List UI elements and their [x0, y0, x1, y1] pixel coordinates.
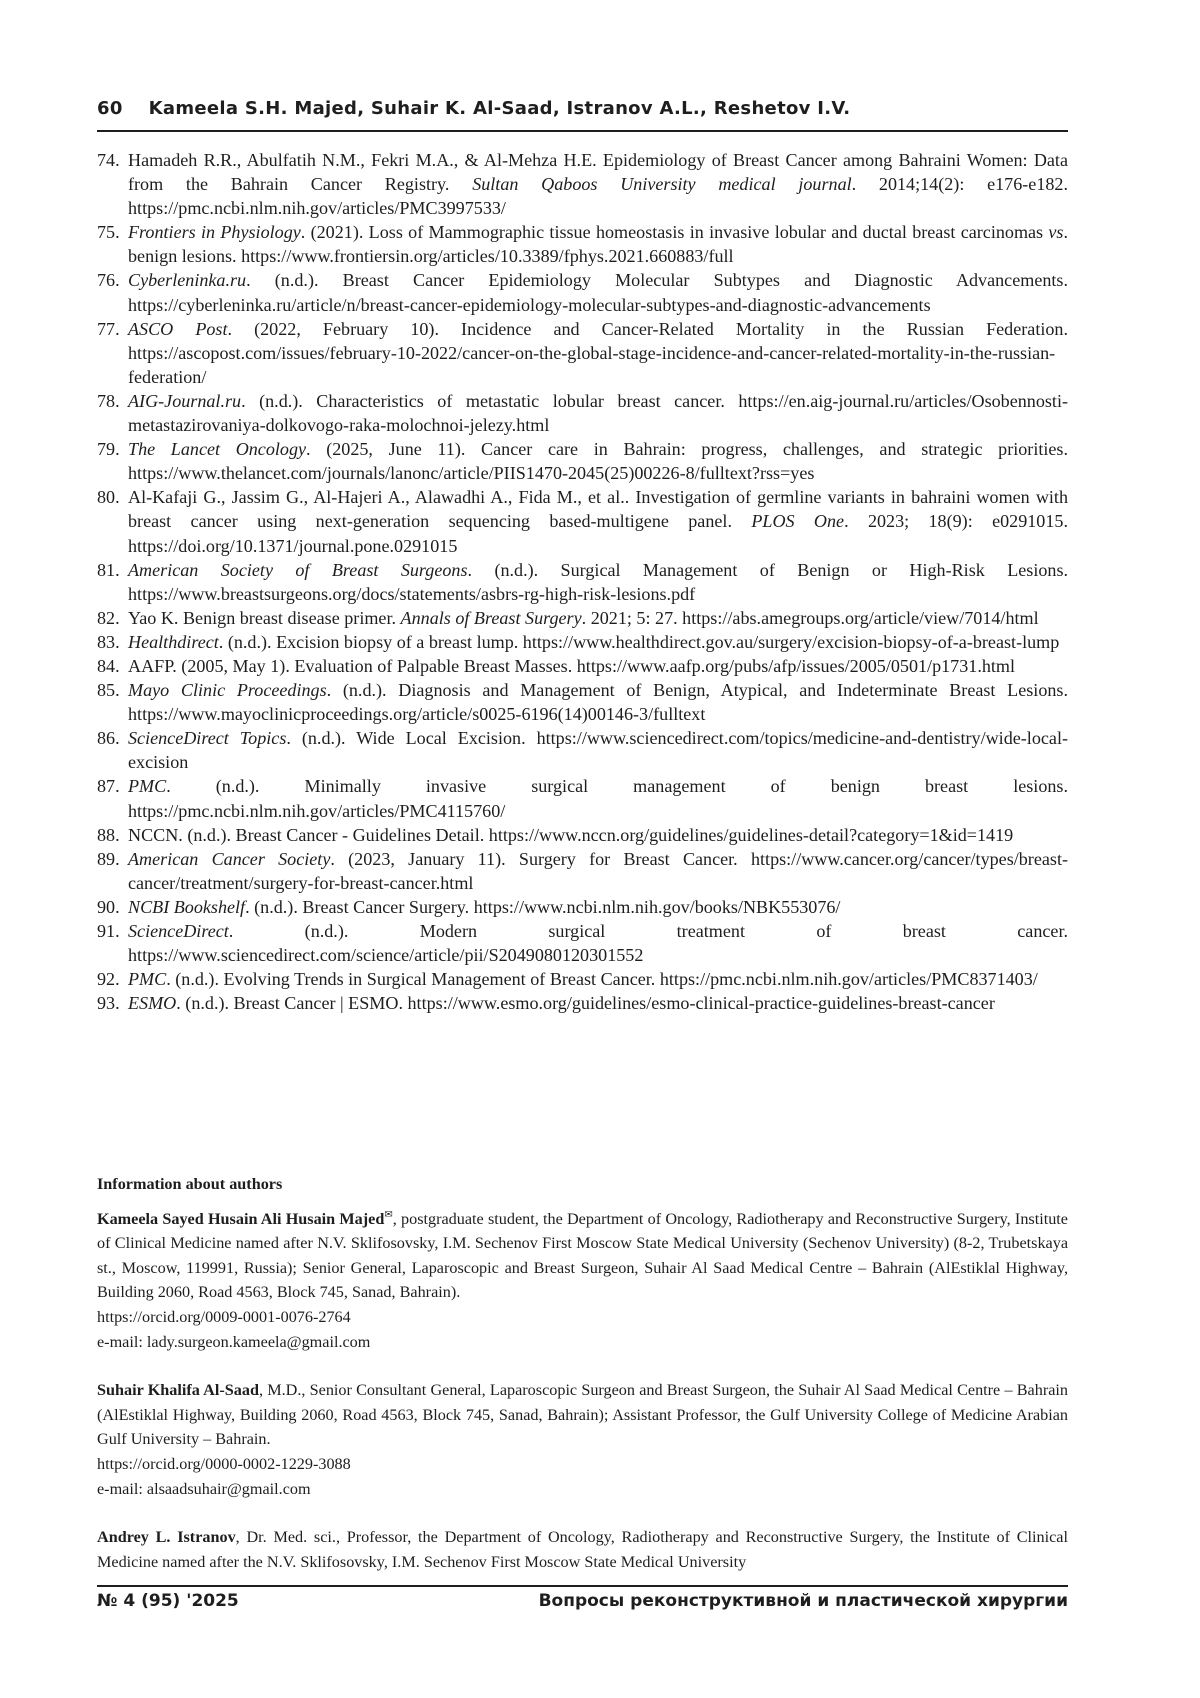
reference-item [97, 726, 1068, 774]
author-name: Suhair Khalifa Al-Saad [97, 1381, 259, 1400]
reference-number: 89. [97, 848, 120, 869]
reference-item [97, 895, 1068, 919]
reference-number: 90. [97, 896, 120, 917]
reference-text: PMC. (n.d.). Evolving Trends in Surgical Management of Breast Cancer. https://pmc.ncbi.nlm.nih.gov/articles/PMC8371403/ [128, 969, 1038, 990]
reference-text: AAFP. (2005, May 1). Evaluation of Palpable Breast Masses. https://www.aafp.org/pubs/afp/issues/2005/0501/p1731.html [128, 655, 1016, 676]
reference-item [97, 606, 1068, 630]
reference-number: 92. [97, 969, 120, 990]
author-description: , Dr. Med. sci., Professor, the Department of Oncology, Radiotherapy and Reconstructive Surgery, the Institute of Clinical Medicine named after the N.V. Sklifosovsky, I.M. Sechenov First Moscow State Medical University [97, 1528, 1068, 1571]
reference-item [97, 654, 1068, 678]
reference-text: ESMO. (n.d.). Breast Cancer | ESMO. https://www.esmo.org/guidelines/esmo-clinical-practice-guidelines-breast-cancer [128, 993, 995, 1014]
reference-text: NCCN. (n.d.). Breast Cancer - Guidelines Detail. https://www.nccn.org/guidelines/guidelines-detail?category=1&id=1419 [128, 824, 1014, 845]
reference-number: 76. [97, 270, 120, 291]
reference-number: 81. [97, 559, 120, 580]
reference-text: ScienceDirect. (n.d.). Modern surgical treatment of breast cancer. https://www.sciencedirect.com/science/article/pii/S2049080120301552 [128, 921, 1068, 966]
author-entry [97, 1207, 1068, 1355]
reference-number: 86. [97, 728, 120, 749]
reference-item [97, 485, 1068, 557]
reference-number: 83. [97, 631, 120, 652]
author-orcid: https://orcid.org/0009-0001-0076-2764 [97, 1307, 351, 1326]
reference-item [97, 919, 1068, 967]
author-entry [97, 1378, 1068, 1501]
page-footer [97, 1585, 1068, 1611]
reference-item [97, 558, 1068, 606]
reference-item [97, 148, 1068, 220]
reference-text: PMC. (n.d.). Minimally invasive surgical management of benign breast lesions. https://pmc.ncbi.nlm.nih.gov/articles/PMC4115760/ [128, 776, 1068, 821]
reference-text: NCBI Bookshelf. (n.d.). Breast Cancer Surgery. https://www.ncbi.nlm.nih.gov/books/NBK553076/ [128, 896, 841, 917]
journal-title: Вопросы реконструктивной и пластической хирургии [538, 1591, 1068, 1611]
reference-item [97, 823, 1068, 847]
header-authors: Kameela S.H. Majed, Suhair K. Al-Saad, Istranov A.L., Reshetov I.V. [148, 98, 851, 119]
author-name: Andrey L. Istranov [97, 1528, 236, 1547]
page-number: 60 [97, 98, 123, 119]
reference-text: The Lancet Oncology. (2025, June 11). Cancer care in Bahrain: progress, challenges, and strategic priorities. https://www.thelancet.com/journals/lanonc/article/PIIS1470-2045(25)00226-8/fulltext?rss=yes [128, 439, 1068, 484]
reference-item [97, 991, 1068, 1015]
author-email: e-mail: alsaadsuhair@gmail.com [97, 1479, 311, 1498]
author-name: Kameela Sayed Husain Ali Husain Majed [97, 1209, 385, 1228]
reference-number: 88. [97, 824, 120, 845]
reference-text: Hamadeh R.R., Abulfatih N.M., Fekri M.A., & Al-Mehza H.E. Epidemiology of Breast Cancer among Bahraini Women: Data from the Bahrain Cancer Registry. Sultan Qaboos University medical journal. 2014;14(2): e176-e182. https://pmc.ncbi.nlm.nih.gov/articles/PMC3997533/ [128, 150, 1068, 219]
reference-text: Yao K. Benign breast disease primer. Annals of Breast Surgery. 2021; 5: 27. https://abs.amegroups.org/article/view/7014/html [128, 607, 1039, 628]
reference-item [97, 847, 1068, 895]
reference-number: 87. [97, 776, 120, 797]
reference-number: 74. [97, 150, 120, 170]
reference-number: 85. [97, 680, 120, 701]
reference-text: AIG-Journal.ru. (n.d.). Characteristics of metastatic lobular breast cancer. https://en.aig-journal.ru/articles/Osobennosti-metastazirovaniya-dolkovogo-raka-molochnoi-jelezy.html [128, 390, 1068, 436]
reference-item [97, 967, 1068, 991]
reference-number: 78. [97, 390, 120, 411]
page-header [97, 98, 1068, 132]
reference-item [97, 774, 1068, 822]
reference-item [97, 678, 1068, 726]
reference-number: 82. [97, 607, 120, 628]
reference-text: American Cancer Society. (2023, January 11). Surgery for Breast Cancer. https://www.cancer.org/cancer/types/breast-cancer/treatment/surgery-for-breast-cancer.html [128, 848, 1068, 893]
reference-number: 91. [97, 921, 120, 941]
reference-number: 93. [97, 993, 120, 1014]
reference-text: ASCO Post. (2022, February 10). Incidence and Cancer-Related Mortality in the Russian Federation. https://ascopost.com/issues/february-10-2022/cancer-on-the-global-stage-incidence-and-cancer-related-mortality-in-the-russian-federation/ [128, 318, 1068, 387]
reference-item [97, 630, 1068, 654]
reference-number: 77. [97, 318, 120, 339]
reference-number: 79. [97, 439, 120, 460]
author-email: e-mail: lady.surgeon.kameela@gmail.com [97, 1332, 371, 1351]
reference-list [97, 148, 1068, 1015]
author-description: , postgraduate student, the Department of Oncology, Radiotherapy and Reconstructive Surgery, Institute of Clinical Medicine named after N.V. Sklifosovsky, I.M. Sechenov First Moscow State Medical University (Sechenov University) (8-2, Trubetskaya st., Moscow, 119991, Russia); Senior General, Laparoscopic and Breast Surgeon, Suhair Al Saad Medical Centre – Bahrain (AlEstiklal Highway, Building 2060, Road 4563, Block 745, Sanad, Bahrain). [97, 1209, 1068, 1302]
reference-text: ScienceDirect Topics. (n.d.). Wide Local Excision. https://www.sciencedirect.com/topics/medicine-and-dentistry/wide-local-excision [128, 728, 1068, 773]
reference-number: 75. [97, 222, 120, 243]
reference-item [97, 317, 1068, 389]
author-orcid: https://orcid.org/0000-0002-1229-3088 [97, 1454, 351, 1473]
reference-text: Cyberleninka.ru. (n.d.). Breast Cancer Epidemiology Molecular Subtypes and Diagnostic Advancements. https://cyberleninka.ru/article/n/breast-cancer-epidemiology-molecular-subtypes-and-diagnostic-advancements [128, 270, 1068, 315]
reference-item [97, 389, 1068, 437]
reference-text: Al-Kafaji G., Jassim G., Al-Hajeri A., Alawadhi A., Fida M., et al.. Investigation of germline variants in bahraini women with breast cancer using next-generation sequencing based-multigene panel. PLOS One. 2023; 18(9): e0291015. https://doi.org/10.1371/journal.pone.0291015 [128, 487, 1068, 556]
envelope-icon: ✉ [384, 1209, 393, 1221]
authors-info-title: Information about authors [97, 1175, 283, 1193]
author-description: , M.D., Senior Consultant General, Laparoscopic Surgeon and Breast Surgeon, the Suhair Al Saad Medical Centre – Bahrain (AlEstiklal Highway, Building 2060, Road 4563, Block 745, Sanad, Bahrain); Assistant Professor, the Gulf University College of Medicine Arabian Gulf University – Bahrain. [97, 1381, 1068, 1449]
issue-number: № 4 (95) '2025 [97, 1591, 239, 1611]
authors-info-section [97, 1172, 1068, 1598]
reference-number: 84. [97, 655, 120, 676]
author-entry [97, 1525, 1068, 1574]
reference-text: American Society of Breast Surgeons. (n.d.). Surgical Management of Benign or High-Risk Lesions. https://www.breastsurgeons.org/docs/statements/asbrs-rg-high-risk-lesions.pdf [128, 559, 1069, 604]
reference-text: Frontiers in Physiology. (2021). Loss of Mammographic tissue homeostasis in invasive lobular and ductal breast carcinomas vs. benign lesions. https://www.frontiersin.org/articles/10.3389/fphys.2021.660883/full [128, 222, 1069, 267]
reference-number: 80. [97, 487, 120, 508]
reference-item [97, 268, 1068, 316]
reference-item [97, 220, 1068, 268]
reference-item [97, 437, 1068, 485]
reference-text: Mayo Clinic Proceedings. (n.d.). Diagnosis and Management of Benign, Atypical, and Indeterminate Breast Lesions. https://www.mayoclinicproceedings.org/article/s0025-6196(14)00146-3/fulltext [128, 680, 1068, 725]
reference-text: Healthdirect. (n.d.). Excision biopsy of a breast lump. https://www.healthdirect.gov.au/surgery/excision-biopsy-of-a-breast-lump [128, 631, 1060, 652]
